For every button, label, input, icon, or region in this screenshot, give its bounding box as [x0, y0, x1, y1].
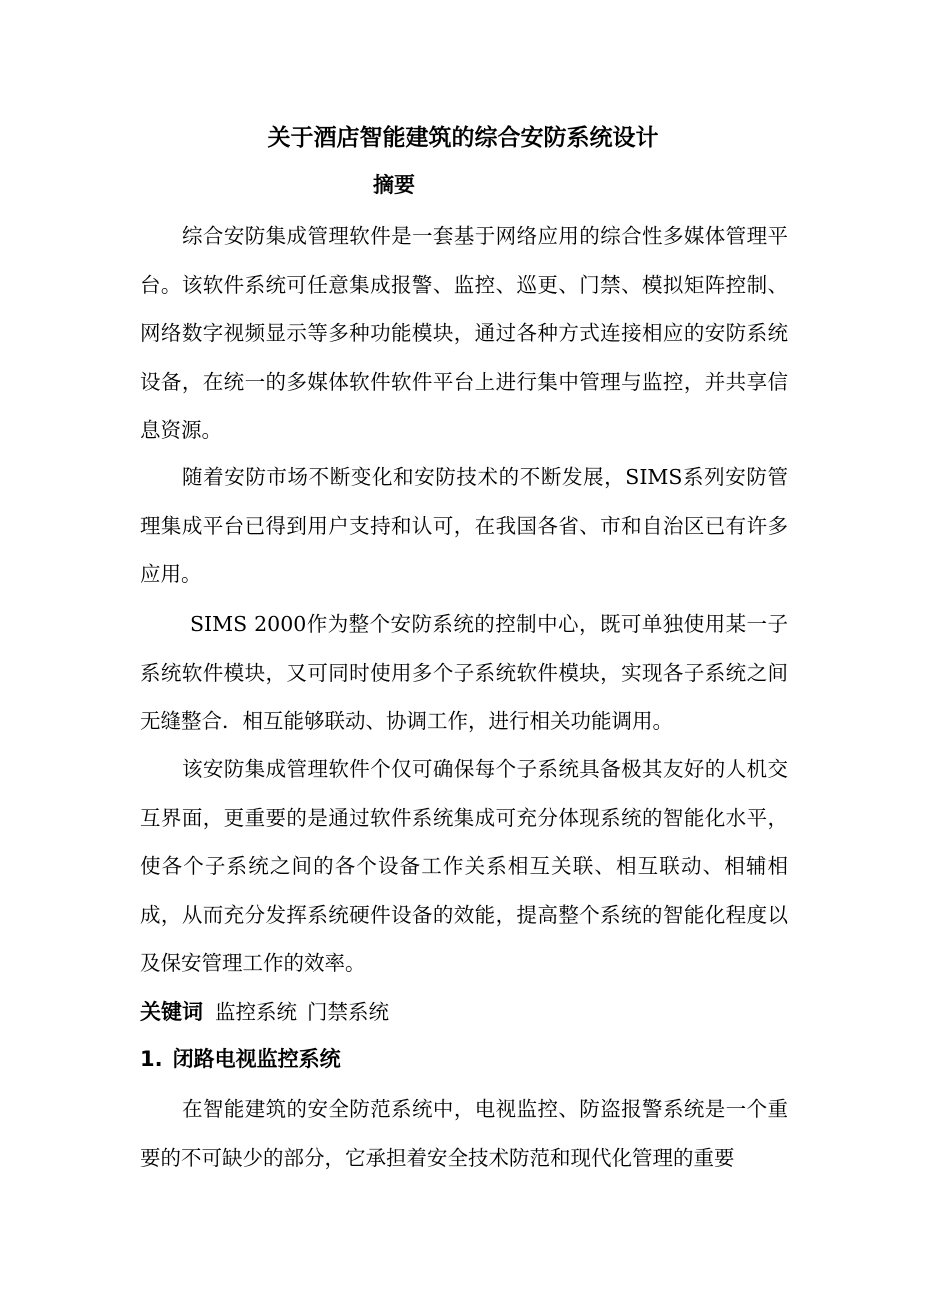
keyword-item: 监控系统: [215, 1000, 297, 1024]
abstract-paragraph-2: 随着安防市场不断变化和安防技术的不断发展，SIMS系列安防管理集成平台已得到用户支持和认可，在我国各省、市和自治区已有许多应用。: [140, 465, 788, 586]
section-heading: [140, 1039, 341, 1079]
document-title: 关于酒店智能建筑的综合安防系统设计: [267, 125, 659, 151]
abstract-paragraph-1: 综合安防集成管理软件是一套基于网络应用的综合性多媒体管理平台。该软件系统可任意集成报警、监控、巡更、门禁、模拟矩阵控制、网络数字视频显示等多种功能模块，通过各种方式连接相应的安防系统设备，在统一的多媒体软件软件平台上进行集中管理与监控，并共享信息资源。: [140, 224, 788, 442]
section-number: 1.: [140, 1047, 163, 1071]
section-paragraph: 在智能建筑的安全防范系统中，电视监控、防盗报警系统是一个重要的不可缺少的部分，它承担着安全技术防范和现代化管理的重要: [140, 1097, 788, 1170]
keywords-line: [140, 992, 399, 1032]
section-title: 闭路电视监控系统: [172, 1047, 341, 1071]
abstract-paragraph-4: 该安防集成管理软件个仅可确保每个子系统具备极其友好的人机交互界面，更重要的是通过软件系统集成可充分体现系统的智能化水平，使各个子系统之间的各个设备工作关系相互关联、相互联动、相辅相成，从而充分发挥系统硬件设备的效能，提高整个系统的智能化程度以及保安管理工作的效率。: [140, 757, 788, 975]
abstract-paragraph-3-container: [140, 600, 788, 746]
keywords-label: 关键词: [140, 1000, 203, 1024]
abstract-paragraph-3: SIMS 2000作为整个安防系统的控制中心，既可单独使用某一子系统软件模块，又可同时使用多个子系统软件模块，实现各子系统之间无缝整合．相互能够联动、协调工作，进行相关功能调用。: [140, 612, 788, 733]
abstract-heading: 摘要: [373, 173, 415, 197]
keyword-item: 门禁系统: [307, 1000, 389, 1024]
